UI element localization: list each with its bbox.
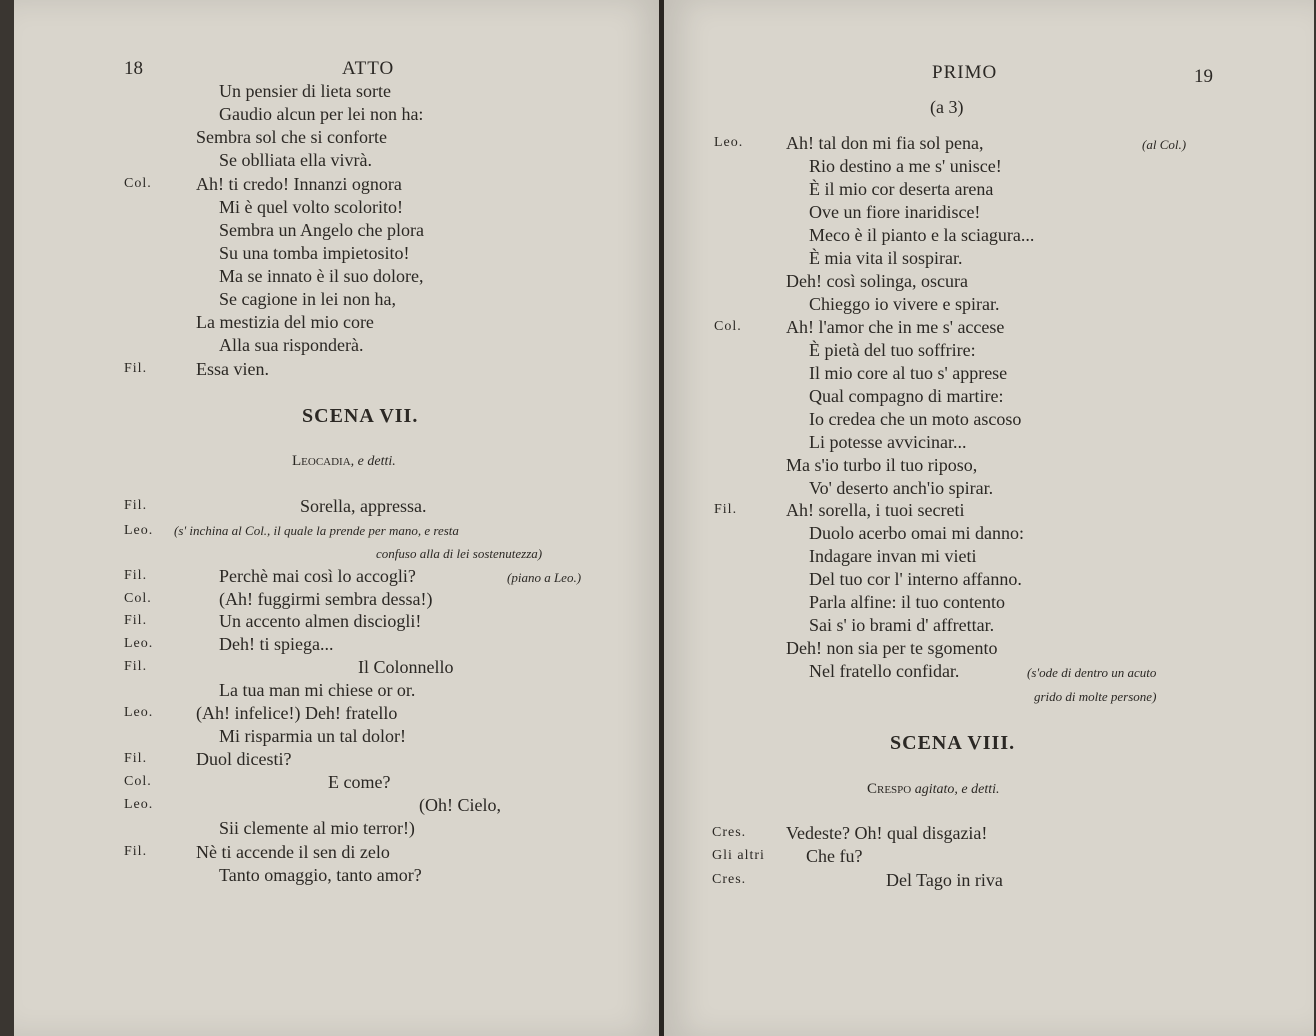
verse-line: Alla sua risponderà. [219,335,364,355]
verse-line: (Ah! infelice!) Deh! fratello [196,703,398,723]
verse-line: Essa vien. [196,359,269,379]
speaker-label: Fil. [124,498,148,513]
speaker-label: Col. [124,591,152,606]
verse-line: Ma se innato è il suo dolore, [219,266,424,286]
speaker-label: Col. [124,176,152,191]
speaker-label: Fil. [124,659,148,674]
verse-line: Deh! non sia per te sgomento [786,638,998,658]
verse-line: Se cagione in lei non ha, [219,289,396,309]
verse-line: Sai s' io brami d' affrettar. [809,615,995,635]
verse-line: Qual compagno di martire: [809,386,1004,406]
verse-line: (Ah! fuggirmi sembra dessa!) [219,589,433,609]
verse-line: È mia vita il sospirar. [809,248,963,268]
verse-line: Che fu? [806,846,863,866]
speaker-label: Col. [124,774,152,789]
scene-title: SCENA VII. [302,405,419,427]
stage-direction: (piano a Leo.) [507,570,582,585]
verse-line: Parla alfine: il tuo contento [809,592,1005,612]
verse-line: Perchè mai così lo accogli? [219,566,416,586]
speaker-label: Leo. [124,636,154,651]
speaker-label: Col. [714,319,742,334]
speaker-label: Leo. [124,523,154,538]
cast-name: Leocadia [292,453,351,469]
verse-line: Meco è il pianto e la sciagura... [809,225,1035,245]
verse-line: Sii clemente al mio terror!) [219,818,415,838]
verse-line: Deh! ti spiega... [219,634,334,654]
verse-line: Ah! tal don mi fia sol pena, [786,133,984,153]
speaker-label: Leo. [714,135,744,150]
speaker-label: Fil. [124,844,148,859]
verse-line: Sembra un Angelo che plora [219,220,424,240]
verse-line: Del tuo cor l' interno affanno. [809,569,1022,589]
verse-line: Chieggo io vivere e spirar. [809,294,1000,314]
cast-rest: , e detti. [350,454,396,469]
speaker-label: Fil. [124,613,148,628]
verse-line: Se oblliata ella vivrà. [219,150,372,170]
verse-line: Nel fratello confidar. [809,661,960,681]
verse-line: Ove un fiore inaridisce! [809,202,981,222]
stage-direction: (al Col.) [1142,137,1187,152]
stage-direction: grido di molte persone) [1034,689,1157,704]
cast-rest: agitato, e detti. [911,782,1000,797]
speaker-label: Cres. [712,825,747,840]
verse-line: Su una tomba impietosito! [219,243,410,263]
running-head: PRIMO [932,62,998,83]
verse-line: La tua man mi chiese or or. [219,680,416,700]
ensemble-marker: (a 3) [930,97,964,117]
verse-line: Vo' deserto anch'io spirar. [809,478,994,498]
verse-line: Rio destino a me s' unisce! [809,156,1002,176]
stage-direction: confuso alla di lei sostenutezza) [376,546,543,561]
verse-line: Duolo acerbo omai mi danno: [809,523,1024,543]
scene-cast [867,778,1000,801]
speaker-label: Fil. [124,751,148,766]
scene-cast [292,450,396,473]
speaker-label: Fil. [124,568,148,583]
verse-line: Io credea che un moto ascoso [809,409,1022,429]
verse-line: Li potesse avvicinar... [809,432,967,452]
page-number: 18 [124,58,143,79]
stage-direction: (s'ode di dentro un acuto [1027,665,1157,680]
speaker-label: Gli altri [712,848,765,863]
verse-line: Ma s'io turbo il tuo riposo, [786,455,978,475]
running-head: ATTO [342,58,395,79]
verse-line: Nè ti accende il sen di zelo [196,842,390,862]
verse-line: Tanto omaggio, tanto amor? [219,865,422,885]
verse-line: Sorella, appressa. [300,496,427,516]
scene-title: SCENA VIII. [890,732,1016,754]
verse-line: La mestizia del mio core [196,312,374,332]
left-page [14,0,662,1036]
speaker-label: Fil. [124,361,148,376]
verse-line: E come? [328,772,391,792]
verse-line: Ah! ti credo! Innanzi ognora [196,174,402,194]
speaker-label: Cres. [712,872,747,887]
verse-line: Del Tago in riva [886,870,1003,890]
verse-line: È il mio cor deserta arena [809,179,994,199]
verse-line: Mi è quel volto scolorito! [219,197,403,217]
verse-line: Indagare invan mi vieti [809,546,977,566]
verse-line: (Oh! Cielo, [419,795,501,815]
verse-line: Ah! l'amor che in me s' accese [786,317,1005,337]
speaker-label: Fil. [714,502,738,517]
verse-line: Mi risparmia un tal dolor! [219,726,406,746]
verse-line: Sembra sol che si conforte [196,127,387,147]
right-page [664,0,1314,1036]
verse-line: Il mio core al tuo s' apprese [809,363,1008,383]
stage-direction: (s' inchina al Col., il quale la prende per mano, e resta [174,523,459,538]
speaker-label: Leo. [124,705,154,720]
cast-name: Crespo [867,781,912,797]
verse-line: Ah! sorella, i tuoi secreti [786,500,965,520]
verse-line: Un accento almen disciogli! [219,611,422,631]
verse-line: Duol dicesti? [196,749,292,769]
verse-line: Il Colonnello [358,657,454,677]
verse-line: Vedeste? Oh! qual disgazia! [786,823,988,843]
page-number: 19 [1194,66,1213,87]
verse-line: È pietà del tuo soffrire: [809,340,976,360]
speaker-label: Leo. [124,797,154,812]
verse-line: Gaudio alcun per lei non ha: [219,104,424,124]
verse-line: Un pensier di lieta sorte [219,81,391,101]
verse-line: Deh! così solinga, oscura [786,271,968,291]
